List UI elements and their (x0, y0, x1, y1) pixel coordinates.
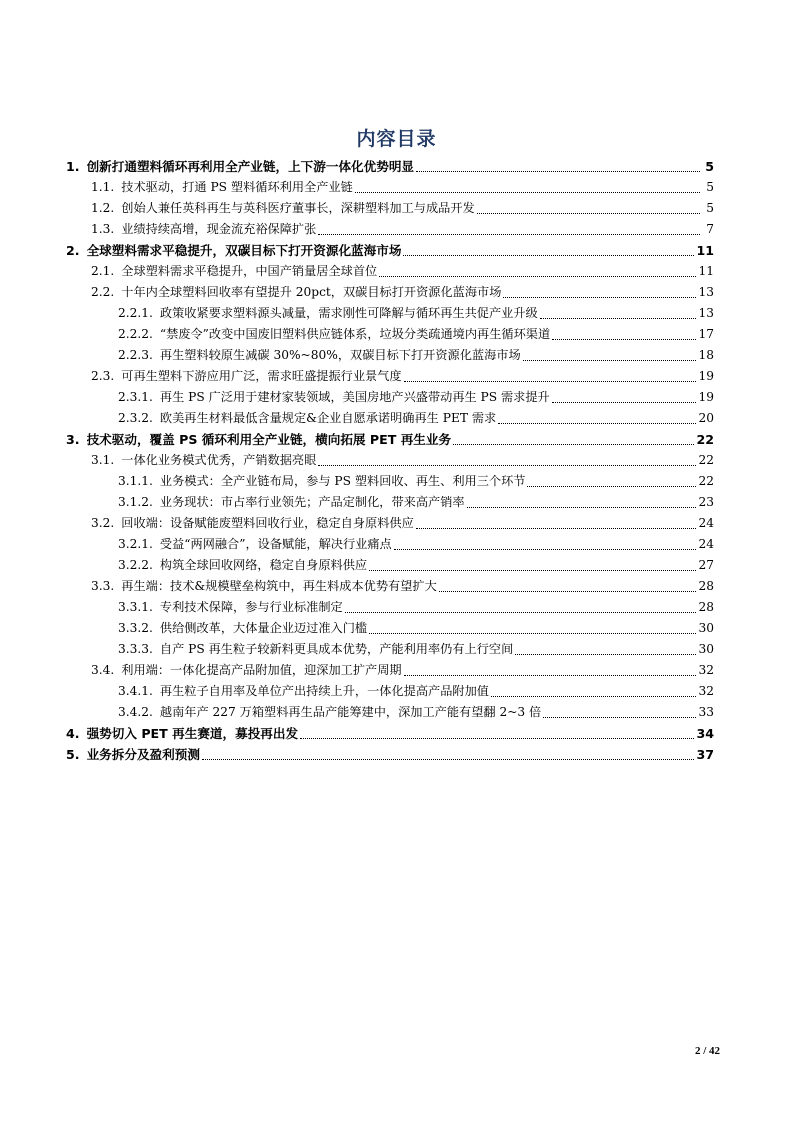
toc-entry-text[interactable]: 可再生塑料下游应用广泛，需求旺盛提振行业景气度 (121, 369, 402, 383)
toc-entry-number: 3.1. (91, 453, 115, 467)
toc-entry-number: 3.2.1. (118, 537, 153, 551)
toc-entry-text[interactable]: 一体化业务模式优秀，产销数据亮眼 (121, 453, 317, 467)
toc-entry-number: 1.1. (91, 180, 115, 194)
toc-entry-number: 2. (66, 243, 80, 258)
toc-entry-page[interactable]: 5 (706, 180, 714, 194)
dot-leader (498, 423, 696, 424)
dot-leader (318, 234, 700, 235)
dot-leader (369, 633, 696, 634)
toc-entry-page[interactable]: 33 (698, 705, 714, 719)
toc-entry-text[interactable]: 全球塑料需求平稳提升，中国产销量居全球首位 (121, 264, 378, 278)
toc-entry-number: 2.1. (91, 264, 115, 278)
dot-leader (552, 402, 697, 403)
toc-entry-3-4-2[interactable] (66, 702, 714, 723)
dot-leader (403, 255, 694, 256)
toc-entry-number: 2.2.1. (118, 306, 153, 320)
toc-entry-number: 3. (66, 432, 80, 447)
toc-entry-text[interactable]: 创始人兼任英科再生与英科医疗董事长，深耕塑料加工与成品开发 (121, 201, 475, 215)
toc-entry-1[interactable] (66, 156, 714, 177)
toc-entry-2[interactable] (66, 240, 714, 261)
dot-leader (355, 192, 700, 193)
toc-entry-text[interactable]: 供给侧改革，大体量企业迈过准入门槛 (159, 621, 368, 635)
toc-entry-page[interactable]: 7 (706, 222, 714, 236)
toc-entry-text[interactable]: 全球塑料需求平稳提升，双碳目标下打开资源化蓝海市场 (86, 243, 402, 258)
toc-entry-text[interactable]: 自产 PS 再生粒子较新料更具成本优势，产能利用率仍有上行空间 (159, 642, 514, 656)
toc-entry-page[interactable]: 30 (698, 642, 714, 656)
toc-entry-page[interactable]: 19 (698, 390, 714, 404)
toc-entry-number: 3.3.1. (118, 600, 153, 614)
toc-entry-text[interactable]: 再生端：技术&规模壁垒构筑中，再生料成本优势有望扩大 (121, 579, 437, 593)
toc-entry-2-2-1[interactable] (66, 303, 714, 324)
toc-entry-1-1[interactable] (66, 177, 714, 198)
toc-entry-3-4[interactable] (66, 660, 714, 681)
toc-entry-4[interactable] (66, 723, 714, 744)
toc-entry-text[interactable]: 强势切入 PET 再生赛道，募投再出发 (86, 726, 299, 741)
toc-entry-number: 3.2. (91, 516, 115, 530)
toc-entry-page[interactable]: 22 (696, 432, 714, 447)
dot-leader (394, 549, 697, 550)
toc-entry-3-2-1[interactable] (66, 534, 714, 555)
dot-leader (416, 171, 700, 172)
toc-entry-number: 3.3. (91, 579, 115, 593)
dot-leader (453, 444, 694, 445)
dot-leader (300, 738, 694, 739)
dot-leader (404, 675, 697, 676)
toc-entry-text[interactable]: 业务模式：全产业链布局，参与 PS 塑料回收、再生、利用三个环节 (159, 474, 526, 488)
toc-entry-page[interactable]: 24 (698, 516, 714, 530)
toc-entry-number: 5. (66, 747, 80, 762)
toc-entry-2-2-2[interactable] (66, 324, 714, 345)
toc-entry-3-2[interactable] (66, 513, 714, 534)
toc-entry-text[interactable]: 业绩持续高增，现金流充裕保障扩张 (121, 222, 317, 236)
dot-leader (345, 612, 697, 613)
toc-entry-text[interactable]: 再生塑料较原生减碳 30%~80%，双碳目标下打开资源化蓝海市场 (159, 348, 521, 362)
toc-entry-text[interactable]: 再生粒子自用率及单位产出持续上升，一体化提高产品附加值 (159, 684, 489, 698)
dot-leader (552, 339, 696, 340)
toc-entry-number: 3.1.2. (118, 495, 153, 509)
toc-entry-page[interactable]: 17 (698, 327, 714, 341)
toc-entry-number: 4. (66, 726, 80, 741)
toc-entry-3[interactable] (66, 429, 714, 450)
dot-leader (503, 297, 696, 298)
dot-leader (467, 507, 697, 508)
page-number: 2 / 42 (694, 1045, 720, 1057)
toc-entry-page[interactable]: 27 (698, 558, 714, 572)
toc-entry-text[interactable]: 政策收紧要求塑料源头减量，需求刚性可降解与循环再生共促产业升级 (159, 306, 538, 320)
toc-entry-page[interactable]: 28 (698, 579, 714, 593)
toc-entry-3-1-1[interactable] (66, 471, 714, 492)
toc-entry-text[interactable]: 回收端：设备赋能废塑料回收行业，稳定自身原料供应 (121, 516, 414, 530)
toc-entry-page[interactable]: 34 (696, 726, 714, 741)
toc-entry-text[interactable]: 专利技术保障，参与行业标准制定 (159, 600, 343, 614)
toc-entry-number: 3.3.2. (118, 621, 153, 635)
toc-entry-1-2[interactable] (66, 198, 714, 219)
toc-entry-number: 3.3.3. (118, 642, 153, 656)
dot-leader (527, 486, 696, 487)
toc-entry-number: 3.1.1. (118, 474, 153, 488)
toc-entry-page[interactable]: 13 (698, 306, 714, 320)
toc-entry-text[interactable]: 技术驱动，覆盖 PS 循环利用全产业链，横向拓展 PET 再生业务 (86, 432, 452, 447)
toc-entry-page[interactable]: 28 (698, 600, 714, 614)
toc-entry-text[interactable]: 十年内全球塑料回收率有望提升 20pct，双碳目标打开资源化蓝海市场 (121, 285, 502, 299)
toc-entry-page[interactable]: 20 (698, 411, 714, 425)
toc-entry-3-1-2[interactable] (66, 492, 714, 513)
dot-leader (540, 318, 697, 319)
toc-entry-number: 3.4.1. (118, 684, 153, 698)
toc-entry-2-1[interactable] (66, 261, 714, 282)
toc-entry-page[interactable]: 5 (705, 159, 714, 174)
toc-entry-text[interactable]: 业务拆分及盈利预测 (86, 747, 200, 762)
toc-entry-3-3-2[interactable] (66, 618, 714, 639)
toc-entry-number: 2.2.2. (118, 327, 153, 341)
toc-entry-text[interactable]: “禁废令”改变中国废旧塑料供应链体系，垃圾分类疏通境内再生循环渠道 (159, 327, 551, 341)
toc-entry-number: 2.3.1. (118, 390, 153, 404)
toc-entry-number: 3.4. (91, 663, 115, 677)
toc-entry-3-3[interactable] (66, 576, 714, 597)
toc-entry-2-2-3[interactable] (66, 345, 714, 366)
toc-entry-page[interactable]: 23 (698, 495, 714, 509)
toc-entry-3-1[interactable] (66, 450, 714, 471)
dot-leader (202, 759, 695, 760)
toc-entry-text[interactable]: 创新打通塑料循环再利用全产业链，上下游一体化优势明显 (86, 159, 414, 174)
toc-entry-page[interactable]: 11 (696, 243, 714, 258)
toc-entry-number: 2.3.2. (118, 411, 153, 425)
toc-entry-number: 1.3. (91, 222, 115, 236)
toc-entry-2-2[interactable] (66, 282, 714, 303)
toc-entry-number: 3.2.2. (118, 558, 153, 572)
toc-entry-page[interactable]: 22 (698, 453, 714, 467)
toc-entry-page[interactable]: 11 (698, 264, 714, 278)
dot-leader (369, 570, 696, 571)
toc-entry-page[interactable]: 5 (706, 201, 714, 215)
dot-leader (491, 696, 697, 697)
toc-entry-text[interactable]: 构筑全球回收网络，稳定自身原料供应 (159, 558, 368, 572)
toc-entry-page[interactable]: 19 (698, 369, 714, 383)
dot-leader (477, 213, 700, 214)
dot-leader (543, 717, 696, 718)
toc-entry-number: 1.2. (91, 201, 115, 215)
toc-title: 内容目录 (356, 128, 437, 150)
dot-leader (416, 528, 697, 529)
toc-entry-5[interactable] (66, 744, 714, 765)
dot-leader (318, 465, 696, 466)
toc-entry-page[interactable]: 18 (698, 348, 714, 362)
toc-entry-page[interactable]: 22 (698, 474, 714, 488)
toc-entry-2-3[interactable] (66, 366, 714, 387)
toc-entry-text[interactable]: 受益“两网融合”，设备赋能，解决行业痛点 (159, 537, 392, 551)
toc-entry-number: 2.2. (91, 285, 115, 299)
toc-entry-number: 2.3. (91, 369, 115, 383)
toc-entry-text[interactable]: 欧美再生材料最低含量规定&企业自愿承诺明确再生 PET 需求 (159, 411, 497, 425)
toc-entry-2-3-2[interactable] (66, 408, 714, 429)
toc-entry-3-4-1[interactable] (66, 681, 714, 702)
toc-entry-1-3[interactable] (66, 219, 714, 240)
toc-entry-text[interactable]: 越南年产 227 万箱塑料再生品产能筹建中，深加工产能有望翻 2~3 倍 (159, 705, 542, 719)
dot-leader (439, 591, 697, 592)
dot-leader (523, 360, 697, 361)
toc-entry-text[interactable]: 业务现状：市占率行业领先；产品定制化，带来高产销率 (159, 495, 465, 509)
toc-entry-3-3-1[interactable] (66, 597, 714, 618)
table-of-contents (66, 156, 714, 765)
toc-entry-page[interactable]: 13 (698, 285, 714, 299)
toc-entry-text[interactable]: 技术驱动，打通 PS 塑料循环利用全产业链 (121, 180, 353, 194)
toc-entry-page[interactable]: 32 (698, 663, 714, 677)
toc-entry-page[interactable]: 30 (698, 621, 714, 635)
toc-entry-page[interactable]: 24 (698, 537, 714, 551)
dot-leader (404, 381, 697, 382)
dot-leader (379, 276, 696, 277)
toc-entry-text[interactable]: 利用端：一体化提高产品附加值，迎深加工扩产周期 (121, 663, 402, 677)
toc-entry-number: 3.4.2. (118, 705, 153, 719)
toc-entry-page[interactable]: 32 (698, 684, 714, 698)
toc-entry-2-3-1[interactable] (66, 387, 714, 408)
toc-entry-text[interactable]: 再生 PS 广泛用于建材家装领域，美国房地产兴盛带动再生 PS 需求提升 (159, 390, 550, 404)
toc-entry-page[interactable]: 37 (696, 747, 714, 762)
toc-entry-number: 1. (66, 159, 80, 174)
toc-entry-number: 2.2.3. (118, 348, 153, 362)
dot-leader (515, 654, 696, 655)
toc-entry-3-3-3[interactable] (66, 639, 714, 660)
toc-entry-3-2-2[interactable] (66, 555, 714, 576)
